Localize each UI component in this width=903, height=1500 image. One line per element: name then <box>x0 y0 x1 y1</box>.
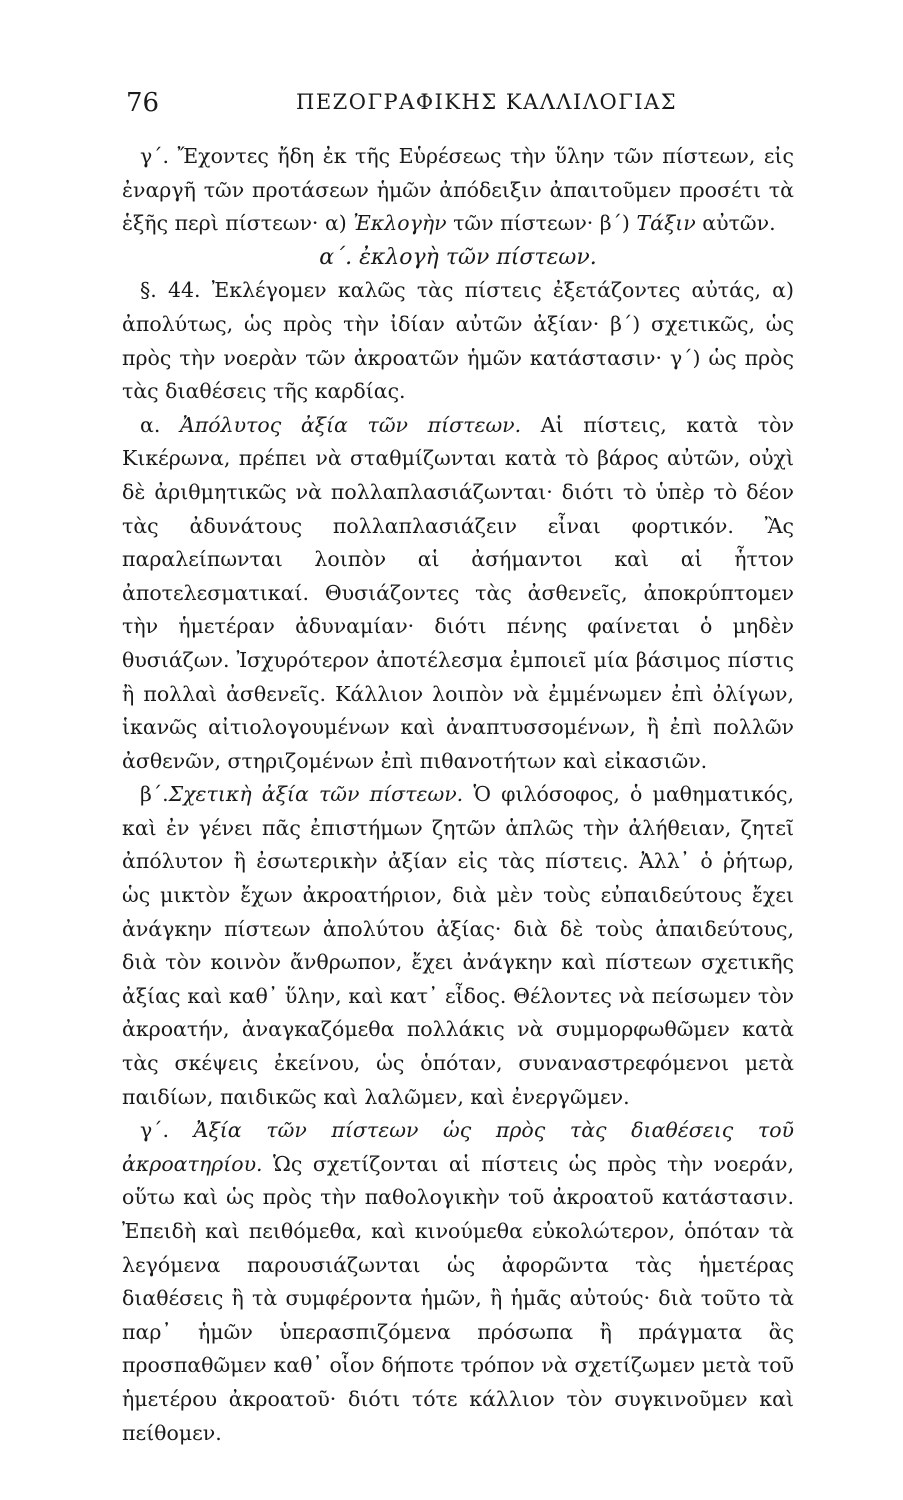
page-header <box>126 88 786 122</box>
page-body <box>122 140 794 1450</box>
paragraph-disposition-value: γ΄. Ἀξία τῶν πίστεων ὡς πρὸς τὰς διαθέσεις τοῦ ἀκροατηρίου. Ὡς σχετίζονται αἱ πίστεις ὡς πρὸς τὴν νοεράν, οὕτω καὶ ὡς πρὸς τὴν παθολογικὴν τοῦ ἀκροατοῦ κατάστασιν. Ἐπειδὴ καὶ πειθόμεθα, καὶ κινούμεθα εὐκολώτερον, ὁπόταν τὰ λεγόμενα παρουσιάζωνται ὡς ἀφορῶντα τὰς ἡμετέρας διαθέσεις ἢ τὰ συμφέροντα ἡμῶν, ἢ ἡμᾶς αὐτούς· διὰ τοῦτο τὰ παρ᾽ ἡμῶν ὑπερασπιζόμενα πρόσωπα ἢ πράγματα ἃς προσπαθῶμεν καθ᾽ οἷον δήποτε τρόπον νὰ σχετίζωμεν μετὰ τοῦ ἡμετέρου ἀκροατοῦ· διότι τότε κάλλιον τὸν συγκινοῦμεν καὶ πείθομεν. <box>122 1118 794 1445</box>
paragraph-relative-value: β΄.Σχετικὴ ἀξία τῶν πίστεων. Ὁ φιλόσοφος, ὁ μαθηματικός, καὶ ἐν γένει πᾶς ἐπιστήμων ζητῶν ἁπλῶς τὴν ἀλήθειαν, ζητεῖ ἀπόλυτον ἢ ἐσωτερικὴν ἀξίαν εἰς τὰς πίστεις. Ἀλλ᾽ ὁ ῥήτωρ, ὡς μικτὸν ἔχων ἀκροατήριον, διὰ μὲν τοὺς εὐπαιδεύτους ἔχει ἀνάγκην πίστεων ἀπολύτου ἀξίας· διὰ δὲ τοὺς ἀπαιδεύτους, διὰ τὸν κοινὸν ἄνθρωπον, ἔχει ἀνάγκην καὶ πίστεων σχετικῆς ἀξίας καὶ καθ᾽ ὕλην, καὶ κατ᾽ εἶδος. Θέλοντες νὰ πείσωμεν τὸν ἀκροατήν, ἀναγκαζόμεθα πολλάκις νὰ συμμορφωθῶμεν κατὰ τὰς σκέψεις ἐκείνου, ὡς ὁπόταν, συναναστρεφόμενοι μετὰ παιδίων, παιδικῶς καὶ λαλῶμεν, καὶ ἐνεργῶμεν. <box>122 782 794 1109</box>
page-number: 76 <box>126 88 160 118</box>
running-title: ΠΕΖΟΓΡΑΦΙΚΗΣ ΚΑΛΛΙΛΟΓΙΑΣ <box>296 90 678 114</box>
subheading-absolute-value: Ἀπόλυτος ἀξία τῶν πίστεων. <box>179 412 522 437</box>
emphasis-taxin: Τάξιν <box>636 211 696 236</box>
emphasis-eklogin: Ἐκλογὴν <box>353 211 447 236</box>
paragraph-section-44: §. 44. Ἐκλέγομεν καλῶς τὰς πίστεις ἐξετάζοντες αὐτάς, α) ἀπολύτως, ὡς πρὸς τὴν ἰδίαν αὐτῶν ἀξίαν· β΄) σχετικῶς, ὡς πρὸς τὴν νοερὰν τῶν ἀκροατῶν ἡμῶν κατάστασιν· γ΄) ὡς πρὸς τὰς διαθέσεις τῆς καρδίας. <box>122 278 794 404</box>
section-heading: α΄. ἐκλογὴ τῶν πίστεων. <box>319 244 597 270</box>
paragraph-absolute-value: α. Ἀπόλυτος ἀξία τῶν πίστεων. Αἱ πίστεις, κατὰ τὸν Κικέρωνα, πρέπει νὰ σταθμίζωνται κατὰ τὸ βάρος αὐτῶν, οὐχὶ δὲ ἀριθμητικῶς νὰ πολλαπλασιάζωνται· διότι τὸ ὑπὲρ τὸ δέον τὰς ἀδυνάτους πολλαπλασιάζειν εἶναι φορτικόν. Ἂς παραλείπωνται λοιπὸν αἱ ἀσήμαντοι καὶ αἱ ἧττον ἀποτελεσματικαί. Θυσιάζοντες τὰς ἀσθενεῖς, ἀποκρύπτομεν τὴν ἡμετέραν ἀδυναμίαν· διότι πένης φαίνεται ὁ μηδὲν θυσιάζων. Ἰσχυρότερον ἀποτέλεσμα ἐμποιεῖ μία βάσιμος πίστις ἢ πολλαὶ ἀσθενεῖς. Κάλλιον λοιπὸν νὰ ἐμμένωμεν ἐπὶ ὀλίγων, ἱκανῶς αἰτιολογουμένων καὶ ἀναπτυσσομένων, ἢ ἐπὶ πολλῶν ἀσθενῶν, στηριζομένων ἐπὶ πιθανοτήτων καὶ εἰκασιῶν. <box>122 412 794 773</box>
subheading-disposition-value: Ἀξία τῶν πίστεων ὡς πρὸς τὰς διαθέσεις τοῦ ἀκροατηρίου. <box>122 1118 794 1176</box>
subheading-relative-value: Σχετικὴ ἀξία τῶν πίστεων. <box>168 782 464 807</box>
paragraph-gamma-intro: γ΄. Ἔχοντες ἤδη ἐκ τῆς Εὑρέσεως τὴν ὕλην τῶν πίστεων, εἰς ἐναργῆ τῶν προτάσεων ἡμῶν ἀπόδειξιν ἀπαιτοῦμεν προσέτι τὰ ἑξῆς περὶ πίστεων· α) Ἐκλογὴν τῶν πίστεων· β΄) Τάξιν αὐτῶν. <box>122 144 794 236</box>
